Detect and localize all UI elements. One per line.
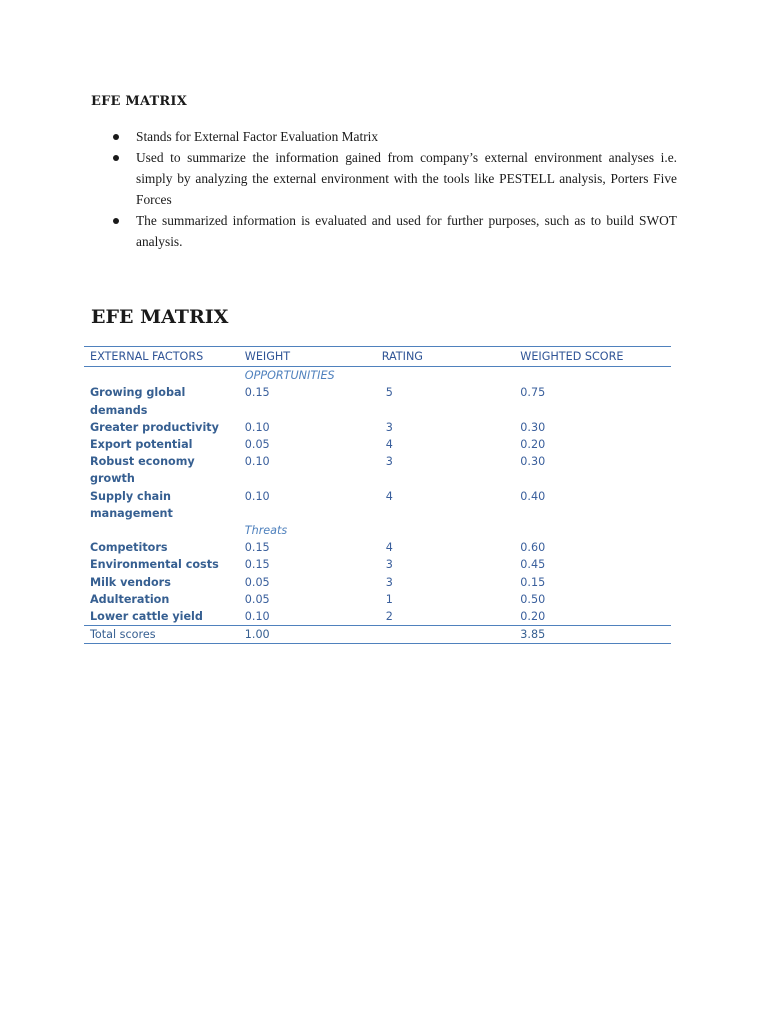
score-cell: 0.40	[520, 489, 546, 503]
factor-cell: Adulteration	[90, 592, 170, 606]
table-row	[84, 488, 671, 522]
rating-cell: 1	[385, 592, 393, 606]
score-cell: 0.20	[520, 438, 546, 452]
score-cell: 0.30	[520, 455, 546, 469]
bullet-text: Used to summarize the information gained from company’s external environment analyses i.e. simply by analyzing the external environment with the tools like PESTELL analysis, Porters Five Forces	[136, 150, 677, 207]
table-row	[84, 419, 671, 436]
bullet-icon	[113, 155, 119, 161]
score-cell: 0.20	[520, 610, 546, 624]
table-heading: EFE MATRIX	[91, 306, 229, 328]
score-cell: 0.50	[520, 592, 546, 606]
score-cell: 0.15	[520, 575, 546, 589]
threats-label: Threats	[244, 524, 288, 538]
table-body	[84, 367, 671, 644]
weight-cell: 0.10	[244, 420, 270, 434]
efe-matrix-table	[84, 346, 671, 644]
weight-cell: 0.15	[244, 386, 270, 400]
rating-cell: 4	[385, 489, 393, 503]
rating-cell: 5	[385, 386, 393, 400]
empty-cell	[84, 522, 239, 539]
total-score: 3.85	[514, 626, 671, 644]
factor-cell: Robust economy growth	[90, 455, 195, 486]
opportunities-label: OPPORTUNITIES	[244, 369, 335, 383]
bullet-icon	[113, 218, 119, 224]
total-label: Total scores	[84, 626, 239, 644]
section-row-opportunities	[84, 367, 671, 385]
factor-cell: Growing global demands	[90, 386, 186, 417]
rating-cell: 3	[385, 558, 393, 572]
score-cell: 0.45	[520, 558, 546, 572]
bullet-list	[91, 126, 677, 252]
factor-cell: Export potential	[90, 438, 193, 452]
total-weight: 1.00	[239, 626, 376, 644]
bullet-text: Stands for External Factor Evaluation Matrix	[136, 129, 379, 144]
total-rating	[376, 626, 515, 644]
score-cell: 0.30	[520, 420, 546, 434]
table-header-row	[84, 347, 671, 367]
weight-cell: 0.15	[244, 558, 270, 572]
table-row	[84, 574, 671, 591]
table-row	[84, 608, 671, 626]
table-row	[84, 384, 671, 418]
bullet-icon	[113, 134, 119, 140]
weight-cell: 0.05	[244, 438, 270, 452]
table-row	[84, 556, 671, 573]
weight-cell: 0.05	[244, 592, 270, 606]
bullet-item	[91, 210, 677, 252]
factor-cell: Lower cattle yield	[90, 610, 203, 624]
header-weight: WEIGHT	[239, 347, 376, 367]
factor-cell: Milk vendors	[90, 575, 171, 589]
weight-cell: 0.15	[244, 541, 270, 555]
header-rating: RATING	[376, 347, 515, 367]
rating-cell: 4	[385, 438, 393, 452]
factor-cell: Competitors	[90, 541, 168, 555]
table-row	[84, 453, 671, 487]
rating-cell: 2	[385, 610, 393, 624]
rating-cell: 3	[385, 420, 393, 434]
header-external-factors: EXTERNAL FACTORS	[84, 347, 239, 367]
table-row	[84, 436, 671, 453]
header-weighted-score: WEIGHTED SCORE	[514, 347, 671, 367]
rating-cell: 3	[385, 455, 393, 469]
section-heading: EFE MATRIX	[91, 94, 187, 109]
rating-cell: 3	[385, 575, 393, 589]
factor-cell: Supply chain management	[90, 489, 173, 520]
table-row	[84, 591, 671, 608]
rating-cell: 4	[385, 541, 393, 555]
section-row-threats	[84, 522, 671, 539]
weight-cell: 0.10	[244, 489, 270, 503]
bullet-item	[91, 126, 677, 147]
factor-cell: Environmental costs	[90, 558, 219, 572]
weight-cell: 0.05	[244, 575, 270, 589]
score-cell: 0.75	[520, 386, 546, 400]
factor-cell: Greater productivity	[90, 420, 219, 434]
table-row	[84, 539, 671, 556]
bullet-item	[91, 147, 677, 210]
weight-cell: 0.10	[244, 455, 270, 469]
bullet-text: The summarized information is evaluated and used for further purposes, such as to build SWOT analysis.	[136, 213, 677, 249]
total-row	[84, 626, 671, 644]
weight-cell: 0.10	[244, 610, 270, 624]
empty-cell	[84, 367, 239, 385]
score-cell: 0.60	[520, 541, 546, 555]
